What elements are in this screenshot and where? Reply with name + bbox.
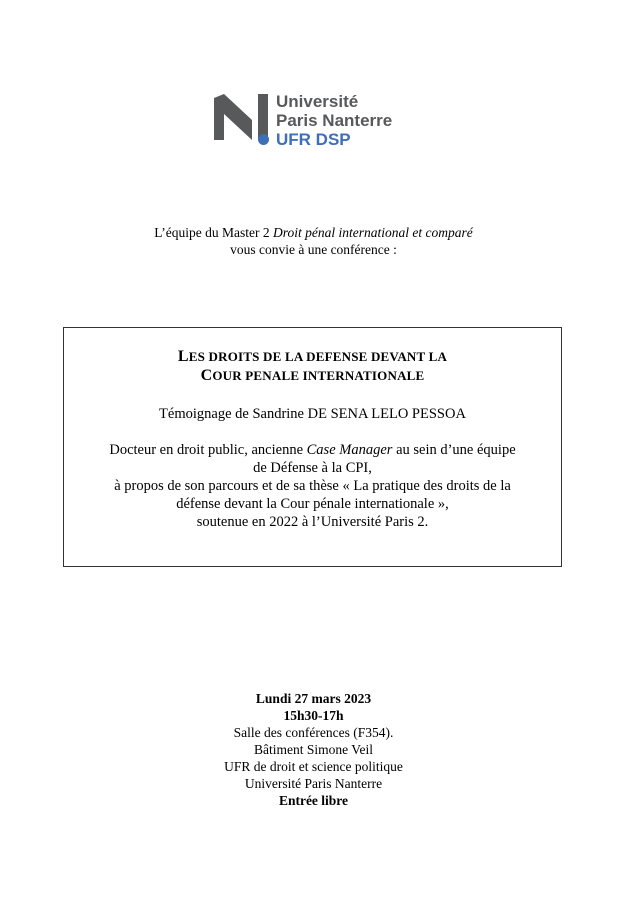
event-university: Université Paris Nanterre [244,776,383,791]
event-building: Bâtiment Simone Veil [254,742,373,757]
desc-line-1 [64,441,561,459]
desc-line-3: à propos de son parcours et de sa thèse « La pratique des droits de la [114,478,511,494]
event-date: Lundi 27 mars 2023 [255,691,372,706]
testimony-speaker: Témoignage de Sandrine DE SENA LELO PESSOA [159,406,466,422]
event-details [0,690,627,809]
title-line-2-initial: C [200,367,213,384]
desc-line-1-prefix: Docteur en droit public, ancienne [109,442,307,458]
speaker-description [64,441,561,531]
university-logo [214,92,414,154]
title-line-2 [64,366,561,385]
desc-line-1-italic: Case Manager [306,442,393,458]
logo-line-paris-nanterre: Paris Nanterre [276,111,393,130]
logo-text [276,92,392,149]
title-line-1 [64,347,561,366]
desc-line-2: de Défense à la CPI, [253,460,372,476]
desc-line-4: défense devant la Cour pénale internationale », [176,496,449,512]
intro-line-2: vous convie à une conférence : [230,242,397,257]
conference-title [64,347,561,385]
title-line-1-rest: ES DROITS DE LA DEFENSE DEVANT LA [188,349,448,364]
title-line-1-initial: L [177,348,189,365]
desc-line-1-suffix: au sein d’une équipe [392,442,516,458]
event-entry: Entrée libre [278,793,349,808]
event-time: 15h30-17h [283,708,344,723]
event-faculty: UFR de droit et science politique [224,759,403,774]
conference-box [63,327,562,567]
intro-prefix: L’équipe du Master 2 [154,225,273,240]
title-line-2-rest: OUR PENALE INTERNATIONALE [212,368,425,383]
logo-ufr-label: UFR DSP [276,130,351,149]
logo-line-ufr [276,130,392,149]
intro-line-1 [0,224,627,241]
desc-line-5: soutenue en 2022 à l’Université Paris 2. [196,514,429,530]
invitation-intro [0,224,627,258]
logo-dot-icon [258,134,269,145]
event-room: Salle des conférences (F354). [233,725,394,740]
master-name: Droit pénal international et comparé [273,225,473,240]
logo-line-universite: Université [276,92,359,111]
